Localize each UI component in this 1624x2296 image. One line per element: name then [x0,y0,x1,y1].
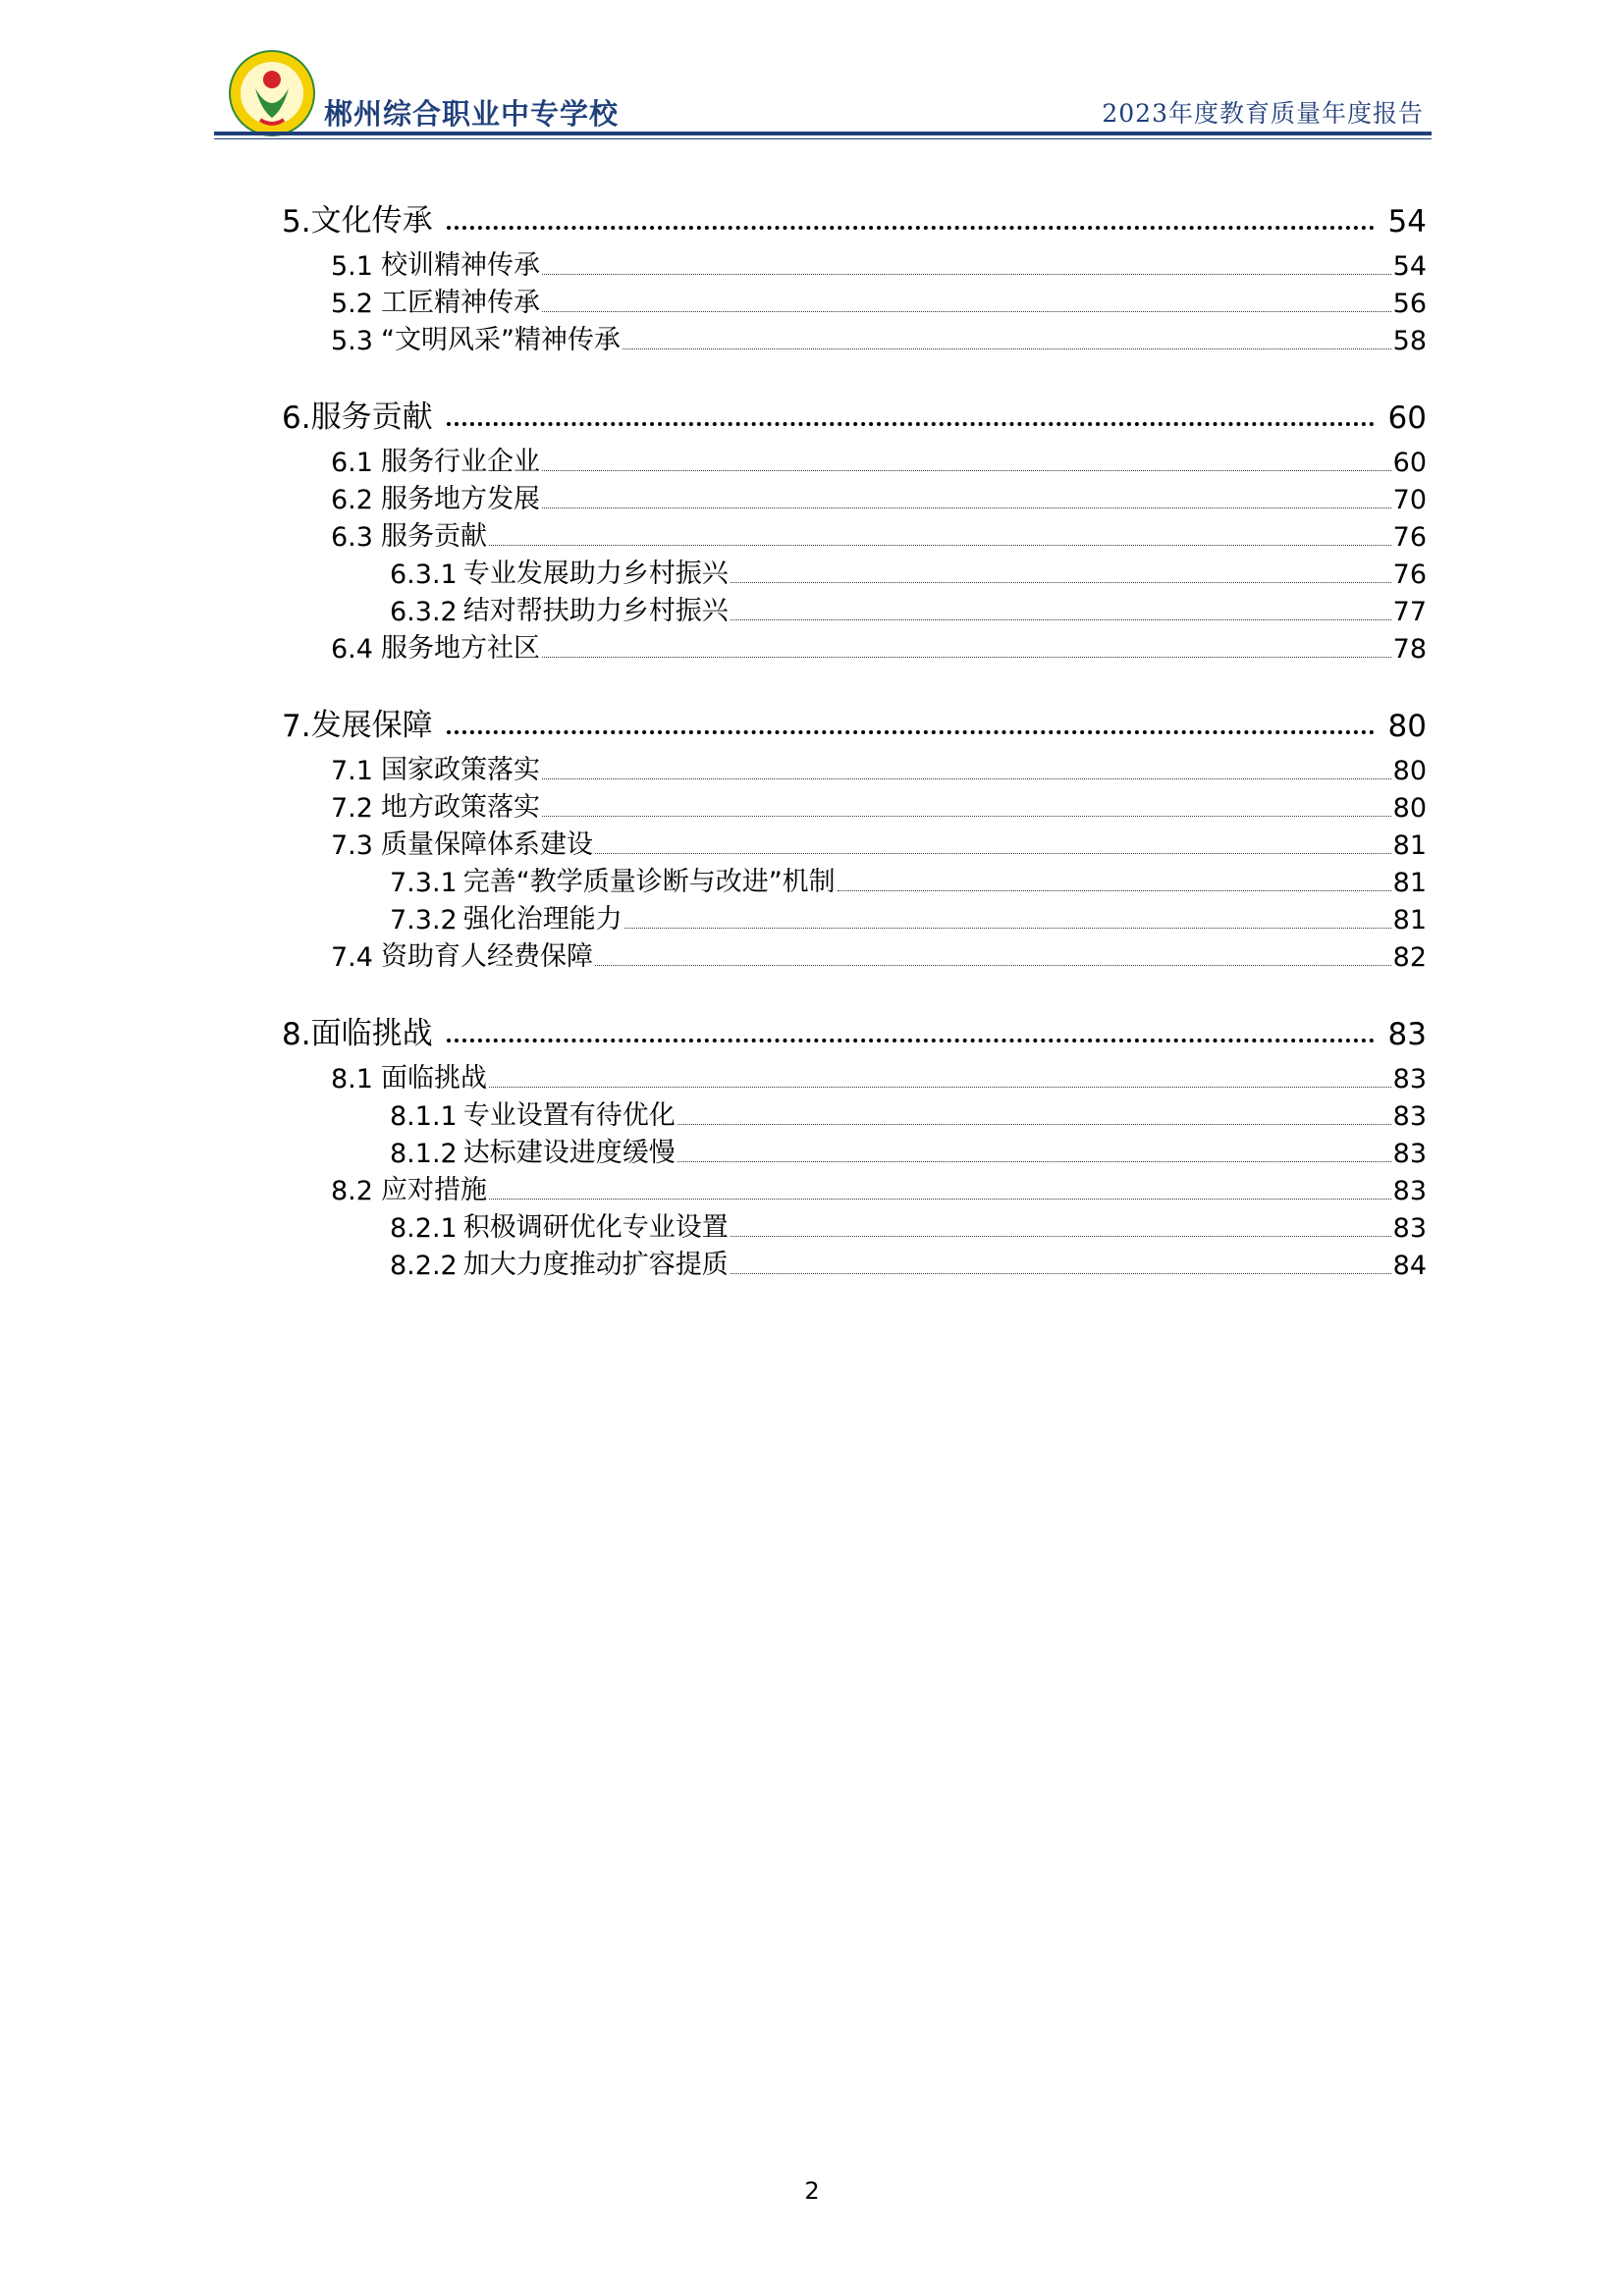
toc-leader-dots [542,657,1391,658]
toc-entry[interactable] [331,824,1427,861]
toc-entry-page: 60 [1392,448,1427,478]
toc-entry-page: 83 [1392,1101,1427,1132]
toc-entry-page: 80 [1392,793,1427,824]
toc-entry-page: 81 [1392,830,1427,861]
toc-entry-page: 76 [1392,560,1427,590]
toc-entry-title: 完善“教学质量诊断与改进”机制 [462,867,836,897]
toc-entry-title: 地方政策落实 [380,792,540,823]
toc-entry[interactable] [390,1132,1427,1169]
toc-entry-number: 7.2 [331,793,373,824]
toc-entry-number: 5.2 [331,289,373,319]
toc-entry-title: 面临挑战 [310,1016,433,1051]
toc-entry-page: 56 [1392,289,1427,319]
toc-entry-title: 发展保障 [310,708,433,743]
toc-entry-page: 81 [1392,868,1427,898]
header-rule [214,132,1432,135]
toc-entry-number: 7.3.1 [390,868,458,898]
toc-entry-number: 6.3.2 [390,597,458,627]
toc-entry-number: 6.3.1 [390,560,458,590]
toc-entry-title: 面临挑战 [380,1063,487,1094]
toc-entry-number: 8.1.2 [390,1139,458,1169]
toc-entry-title: 结对帮扶助力乡村振兴 [462,596,729,626]
toc-entry-page: 77 [1392,597,1427,627]
toc-entry[interactable] [331,749,1427,786]
toc-entry[interactable] [331,319,1427,356]
toc-entry-title: 服务贡献 [310,400,433,435]
toc-entry[interactable] [331,935,1427,973]
toc-leader-dots [623,348,1391,349]
toc-entry-title: 资助育人经费保障 [380,941,593,972]
toc-entry-page: 54 [1392,251,1427,282]
toc-entry-page: 80 [1387,709,1427,744]
toc-entry-number: 5.1 [331,251,373,282]
toc-leader-dots [447,226,1375,230]
toc-leader-dots [542,311,1391,312]
toc-entry-number: 8.2.2 [390,1251,458,1281]
toc-entry-page: 83 [1392,1176,1427,1206]
toc-entry-number: 7.3 [331,830,373,861]
toc-leader-dots [731,582,1391,583]
toc-entry-number: 7.3.2 [390,905,458,935]
toc-entry-page: 70 [1392,485,1427,515]
toc-entry-title: 工匠精神传承 [380,288,540,318]
toc-entry-page: 83 [1392,1213,1427,1244]
school-logo-icon [228,49,316,137]
toc-leader-dots [731,619,1391,620]
toc-entry-number: 6.3 [331,522,373,553]
toc-entry-title: 文化传承 [310,203,433,239]
toc-entry-title: “文明风采”精神传承 [380,325,621,355]
toc-entry-title: 服务地方发展 [380,484,540,514]
toc-entry[interactable] [390,1206,1427,1244]
toc-entry[interactable] [390,553,1427,590]
toc-entry-title: 国家政策落实 [380,755,540,785]
toc-entry-page: 80 [1392,756,1427,786]
toc-entry-title: 加大力度推动扩容提质 [462,1250,729,1280]
toc-entry[interactable] [390,590,1427,627]
toc-leader-dots [542,274,1391,275]
toc-entry-title: 质量保障体系建设 [380,829,593,860]
toc-entry[interactable] [331,478,1427,515]
school-name: 郴州综合职业中专学校 [324,97,620,131]
toc-entry[interactable] [331,282,1427,319]
toc-entry-title: 服务行业企业 [380,447,540,477]
report-title: 2023年度教育质量年度报告 [1102,99,1424,128]
toc-entry-number: 8.1 [331,1064,373,1095]
toc-entry-page: 83 [1392,1064,1427,1095]
toc-entry[interactable] [331,627,1427,665]
toc-leader-dots [489,545,1391,546]
toc-entry[interactable] [390,898,1427,935]
toc-entry-page: 83 [1392,1139,1427,1169]
page-header [214,49,1432,142]
toc-entry-page: 76 [1392,522,1427,553]
toc-leader-dots [542,778,1391,779]
toc-entry-number: 6. [282,400,311,436]
toc-entry[interactable] [331,244,1427,282]
toc-entry[interactable] [390,861,1427,898]
toc-leader-dots [595,965,1391,966]
page-number: 2 [804,2177,820,2205]
toc-entry[interactable] [331,786,1427,824]
toc-entry-number: 6.2 [331,485,373,515]
toc-entry-page: 82 [1392,942,1427,973]
toc-leader-dots [838,890,1391,891]
toc-leader-dots [447,1039,1375,1042]
toc-entry-page: 54 [1387,204,1427,240]
toc-leader-dots [542,470,1391,471]
toc-entry-title: 强化治理能力 [462,904,623,934]
toc-entry-title: 服务贡献 [380,521,487,552]
toc-entry[interactable] [282,196,1427,240]
toc-leader-dots [447,730,1375,734]
toc-entry[interactable] [390,1095,1427,1132]
toc-entry-title: 达标建设进度缓慢 [462,1138,676,1168]
toc-leader-dots [677,1161,1391,1162]
toc-entry-number: 6.1 [331,448,373,478]
toc-leader-dots [447,422,1375,426]
toc-leader-dots [731,1236,1391,1237]
toc-entry-number: 8.2 [331,1176,373,1206]
toc-entry-number: 6.4 [331,634,373,665]
toc-entry[interactable] [282,393,1427,436]
toc-leader-dots [595,853,1391,854]
toc-entry-title: 专业设置有待优化 [462,1100,676,1131]
header-rule-thin [214,138,1432,139]
toc-entry[interactable] [282,701,1427,744]
toc-leader-dots [489,1087,1391,1088]
toc-entry-number: 8.2.1 [390,1213,458,1244]
toc-entry[interactable] [331,1057,1427,1095]
toc-entry-page: 58 [1392,326,1427,356]
toc-entry-title: 专业发展助力乡村振兴 [462,559,729,589]
toc-entry[interactable] [282,1009,1427,1052]
toc-entry[interactable] [390,1244,1427,1281]
toc-entry-page: 83 [1387,1017,1427,1052]
toc-entry-page: 81 [1392,905,1427,935]
toc-entry[interactable] [331,441,1427,478]
toc-entry-number: 7.4 [331,942,373,973]
toc-entry-page: 60 [1387,400,1427,436]
toc-entry-page: 78 [1392,634,1427,665]
toc-leader-dots [542,816,1391,817]
toc-entry-number: 8.1.1 [390,1101,458,1132]
toc-entry-title: 校训精神传承 [380,250,540,281]
toc-leader-dots [677,1124,1391,1125]
toc-entry-page: 84 [1392,1251,1427,1281]
toc-leader-dots [731,1273,1391,1274]
toc-entry-number: 5.3 [331,326,373,356]
toc-leader-dots [542,507,1391,508]
toc-entry-number: 7.1 [331,756,373,786]
toc-leader-dots [624,928,1391,929]
toc-entry[interactable] [331,1169,1427,1206]
toc-entry-number: 5. [282,204,311,240]
toc-entry[interactable] [331,515,1427,553]
toc-entry-number: 7. [282,709,311,744]
toc-entry-title: 应对措施 [380,1175,487,1205]
toc-leader-dots [489,1199,1391,1200]
toc-entry-number: 8. [282,1017,311,1052]
toc-entry-title: 积极调研优化专业设置 [462,1212,729,1243]
toc-entry-title: 服务地方社区 [380,633,540,664]
